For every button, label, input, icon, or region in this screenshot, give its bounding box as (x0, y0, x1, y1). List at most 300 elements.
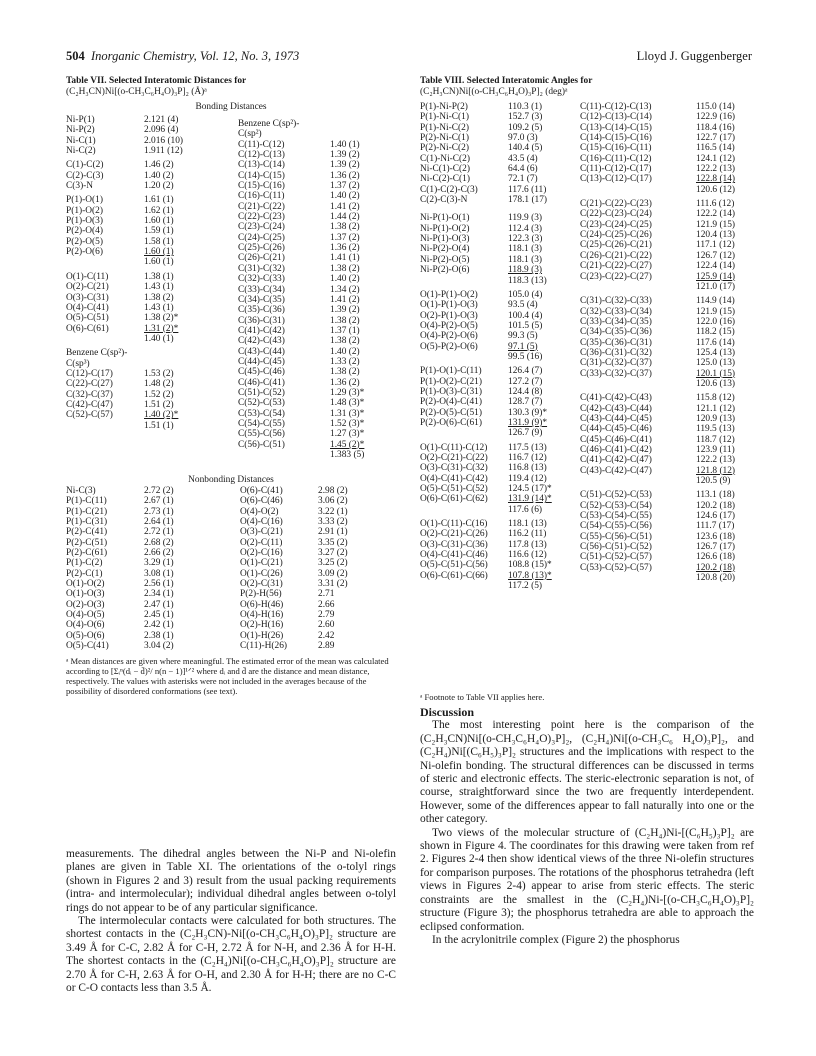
table-row (580, 393, 754, 403)
table-row (580, 327, 754, 337)
value: 122.9 (16) (696, 112, 736, 123)
atom-label: P(2)-C(41) (66, 527, 108, 538)
value: 116.2 (11) (508, 529, 547, 540)
atom-label: C(42)-C(47) (66, 399, 113, 410)
atom-label: O(4)-C(16) (240, 517, 283, 528)
value: 124.5 (17)* (508, 484, 552, 495)
table-row (66, 324, 236, 334)
table-row (66, 579, 396, 589)
table-row (238, 171, 396, 181)
atom-label: P(2)-Ni-C(2) (420, 143, 469, 154)
table-row (66, 631, 396, 641)
atom-label: C(13)-C(14) (238, 160, 285, 171)
value: 122.8 (14) (696, 174, 736, 185)
value: 120.6 (13) (696, 378, 736, 389)
value: 2.72 (1) (144, 527, 174, 538)
nonbonding-table (66, 486, 396, 652)
value: 2.72 (2) (144, 486, 174, 496)
table-row (420, 290, 580, 300)
table-row (420, 474, 580, 484)
table-row (66, 527, 396, 537)
nonbonding-heading: Nonbonding Distances (188, 475, 274, 485)
value: 3.04 (2) (144, 641, 174, 652)
atom-label: C(24)-C(25)-C(26) (580, 230, 652, 241)
table-row (420, 174, 580, 184)
atom-label: O(1)-P(1)-O(2) (420, 289, 478, 300)
table-row (66, 610, 396, 620)
value: 3.31 (2) (318, 579, 348, 590)
atom-label: O(3)-C(31)-C(36) (420, 539, 488, 550)
value: 128.7 (7) (508, 397, 543, 408)
table-row (580, 209, 754, 219)
author-name: Lloyd J. Guggenberger (636, 49, 752, 63)
atom-label: C(53)-C(54)-C(55) (580, 511, 652, 522)
atom-label: C(33)-C(34)-C(35) (580, 316, 652, 327)
atom-label: C(41)-C(42)-C(47) (580, 455, 652, 466)
value: 117.6 (14) (696, 337, 735, 348)
table-row (420, 342, 580, 352)
value: 1.38 (2)* (144, 313, 179, 324)
atom-label: C(51)-C(52)-C(53) (580, 490, 652, 501)
atom-label: P(2)-O(5)-C(51) (420, 407, 482, 418)
atom-label: O(4)-O(5) (66, 610, 105, 621)
value: 120.2 (18) (696, 562, 736, 573)
table-row (238, 367, 396, 377)
value: 122.4 (14) (696, 261, 736, 272)
value: 1.38 (2) (330, 336, 360, 347)
mean-row (420, 276, 580, 286)
atom-label: O(6)-C(61) (66, 323, 109, 334)
table-row (420, 387, 580, 397)
table-row (238, 191, 396, 201)
atom-label: P(1)-O(3) (66, 216, 103, 227)
mean-row (66, 421, 236, 431)
value: 2.38 (1) (144, 630, 174, 641)
table-row (66, 115, 236, 125)
table-row (238, 233, 396, 243)
atom-label: O(5)-O(6) (66, 630, 105, 641)
value: 111.6 (12) (696, 199, 735, 210)
atom-label: C(45)-C(46) (238, 367, 285, 378)
atom-label: C(sp³) (66, 358, 90, 369)
atom-label: O(2)-P(1)-O(3) (420, 310, 478, 321)
table-row (66, 359, 236, 369)
atom-label: C(1)-Ni-C(2) (420, 153, 470, 164)
table-row (238, 150, 396, 160)
atom-label: C(53)-C(52)-C(57) (580, 562, 652, 573)
atom-label: C(3)-N (66, 181, 94, 192)
table-row (66, 348, 236, 358)
table-row (580, 133, 754, 143)
table-row (238, 409, 396, 419)
atom-label: C(36)-C(31)-C(32) (580, 347, 652, 358)
atom-label: C(54)-C(55) (238, 418, 285, 429)
table-row (420, 154, 580, 164)
atom-label: C(2)-C(3) (66, 170, 104, 181)
value: 113.1 (18) (696, 490, 735, 501)
atom-label: O(1)-C(11)-C(12) (420, 442, 488, 453)
atom-label: O(6)-C(61)-C(66) (420, 570, 488, 581)
table-row (238, 253, 396, 263)
paragraph: The intermolecular contacts were calculated for both structures. The shortest contacts in the (C₂H₃CN)-Ni[(o-CH₃C₆H₄O)₃P]₂ structure are 3.49 Å for C-C, 2.82 Å for C-H, 2.72 Å for N-H, and 2.36 Å for H-H. The shortest contacts in the (C₂H₄)Ni[(o-CH₃C₆H₄O)₃P]₂ structure are 2.70 Å for C-H, 2.63 Å for O-H, and 2.30 Å for H-H; there are no C-C or C-O contacts less than 3.5 Å. (66, 915, 396, 995)
atom-label: C(24)-C(25) (238, 232, 285, 243)
table-row (66, 569, 396, 579)
atom-label: O(1)-H(26) (240, 630, 284, 641)
table-row (66, 589, 396, 599)
value: 1.911 (12) (144, 146, 183, 157)
atom-label: C(21)-C(22)-C(23) (580, 199, 652, 210)
atom-label: C(52)-C(53) (238, 398, 285, 409)
value: 126.6 (18) (696, 552, 736, 563)
value: 2.73 (1) (144, 506, 174, 517)
value: 1.39 (2) (330, 150, 360, 161)
value: 1.29 (3)* (330, 387, 365, 398)
atom-label: P(2)-O(4)-C(41) (420, 397, 482, 408)
table-row (238, 305, 396, 315)
value: 3.27 (2) (318, 548, 348, 559)
table-row (580, 445, 754, 455)
mean-row (420, 428, 580, 438)
value: 2.34 (1) (144, 589, 174, 600)
value: 1.36 (2) (330, 377, 360, 388)
atom-label: C(11)-H(26) (240, 641, 288, 652)
atom-label: C(31)-C(32)-C(37) (580, 358, 652, 369)
value: 119.4 (12) (508, 473, 547, 484)
table-viii-caption: Table VIII. Selected Interatomic Angles for (C₂H₃CN)Ni[(o-CH₃C₆H₄O)₃P]₂ (deg)ᵃ (420, 76, 593, 97)
atom-label: O(4)-C(41)-C(46) (420, 550, 488, 561)
atom-label: C(35)-C(36) (238, 305, 285, 316)
table-row (580, 348, 754, 358)
value: 2.67 (1) (144, 496, 174, 507)
table-row (238, 285, 396, 295)
mean-row (580, 282, 754, 292)
value: 118.4 (16) (696, 122, 735, 133)
value: 126.4 (7) (508, 366, 543, 377)
value: 124.1 (12) (696, 153, 736, 164)
table-row (66, 282, 236, 292)
atom-label: O(1)-C(26) (240, 568, 283, 579)
value: 117.2 (5) (508, 581, 543, 592)
atom-label: O(6)-C(61)-C(62) (420, 494, 488, 505)
value: 1.52 (2) (144, 389, 174, 400)
table-row (580, 251, 754, 261)
atom-label: O(1)-P(1)-O(3) (420, 300, 478, 311)
atom-label: P(1)-C(21) (66, 506, 108, 517)
value: 108.8 (15)* (508, 560, 552, 571)
atom-label: C(sp²) (238, 129, 262, 140)
value: 119.9 (3) (508, 213, 543, 224)
value: 2.79 (318, 610, 335, 621)
atom-label: O(5)-C(51) (66, 313, 109, 324)
value: 152.7 (3) (508, 112, 543, 123)
atom-label: O(4)-C(41)-C(42) (420, 473, 488, 484)
value: 3.09 (2) (318, 568, 348, 579)
value: 1.61 (1) (144, 195, 174, 206)
table-row (66, 146, 236, 156)
value: 123.6 (18) (696, 531, 736, 542)
atom-label: O(4)-O(6) (66, 620, 105, 631)
atom-label: Ni-P(1)-O(1) (420, 213, 470, 224)
table-row (580, 542, 754, 552)
atom-label: P(2)-O(6)-C(61) (420, 417, 482, 428)
table-row (66, 195, 236, 205)
table-row (66, 247, 236, 257)
value: 1.36 (2) (330, 170, 360, 181)
value: 1.39 (2) (330, 160, 360, 171)
atom-label: O(2)-C(21)-C(26) (420, 529, 488, 540)
table-row (420, 102, 580, 112)
atom-label: C(13)-C(14)-C(15) (580, 122, 652, 133)
atom-label: C(14)-C(15)-C(16) (580, 133, 652, 144)
atom-label: O(2)-C(11) (240, 537, 283, 548)
atom-label: C(52)-C(53)-C(54) (580, 500, 652, 511)
table-row (420, 453, 580, 463)
mean-row (580, 573, 754, 583)
value: 118.7 (12) (696, 434, 735, 445)
value: 1.37 (2) (330, 181, 360, 192)
table-row (420, 185, 580, 195)
atom-label: Ni-P(2)-O(4) (420, 244, 470, 255)
value: 1.38 (2) (330, 222, 360, 233)
mean-row (580, 476, 754, 486)
table-row (420, 494, 580, 504)
atom-label: C(52)-C(57) (66, 410, 113, 421)
atom-label: P(2)-C(51) (66, 537, 108, 548)
value: 115.0 (14) (696, 102, 735, 112)
atom-label: Ni-P(1)-O(2) (420, 223, 470, 234)
atom-label: O(3)-C(31) (66, 292, 109, 303)
atom-label: O(1)-O(2) (66, 579, 105, 590)
value: 3.29 (1) (144, 558, 174, 569)
value: 1.40 (1) (330, 139, 360, 150)
value: 130.3 (9)* (508, 407, 548, 418)
value: 1.60 (1) (144, 216, 174, 227)
value: 1.34 (2) (330, 284, 360, 295)
value: 118.1 (3) (508, 254, 543, 265)
value: 1.40 (1) (144, 333, 174, 344)
atom-label: C(42)-C(43) (238, 336, 285, 347)
value: 2.89 (318, 641, 335, 652)
value: 1.60 (1) (144, 247, 174, 258)
value: 127.2 (7) (508, 376, 543, 387)
value: 114.9 (14) (696, 296, 735, 307)
value: 178.1 (17) (508, 195, 548, 206)
atom-label: O(6)-C(46) (240, 496, 283, 507)
value: 118.9 (3) (508, 265, 543, 276)
journal-name: Inorganic Chemistry, Vol. 12, No. 3, 1973 (91, 49, 300, 63)
value: 1.38 (2) (330, 367, 360, 378)
value: 1.51 (1) (144, 420, 174, 431)
value: 117.8 (13) (508, 539, 547, 550)
atom-label: C(23)-C(24)-C(25) (580, 219, 652, 230)
table-row (238, 264, 396, 274)
value: 125.0 (13) (696, 358, 736, 369)
value: 1.37 (1) (330, 325, 360, 336)
value: 1.59 (1) (144, 226, 174, 237)
value: 1.45 (2)* (330, 439, 365, 450)
section-heading: Discussion (420, 705, 475, 719)
table-row (580, 490, 754, 500)
value: 118.1 (13) (508, 519, 547, 530)
atom-label: Ni-C(2) (66, 146, 96, 157)
table-row (580, 240, 754, 250)
table-viii-footnote: ᵃ Footnote to Table VII applies here. (420, 692, 545, 702)
table-row (238, 398, 396, 408)
mean-row (420, 581, 580, 591)
value: 120.1 (15) (696, 368, 736, 379)
table-row (580, 164, 754, 174)
atom-label: C(51)-C(52) (238, 387, 285, 398)
value: 124.4 (8) (508, 386, 543, 397)
atom-label: O(6)-H(46) (240, 599, 284, 610)
mean-row (420, 505, 580, 515)
table-row (66, 272, 236, 282)
value: 121.1 (12) (696, 403, 736, 414)
table-row (238, 140, 396, 150)
table-row (66, 136, 236, 146)
table-row (580, 272, 754, 282)
atom-label: C(41)-C(42)-C(43) (580, 393, 652, 404)
table-row (238, 316, 396, 326)
table-row (66, 538, 396, 548)
value: 1.38 (2) (144, 292, 174, 303)
value: 101.5 (5) (508, 320, 543, 331)
value: 1.40 (2) (330, 346, 360, 357)
table-row (580, 455, 754, 465)
table-row (580, 154, 754, 164)
table-row (420, 366, 580, 376)
paragraph: The most interesting point here is the comparison of the (C₂H₃CN)Ni[(o-CH₃C₆H₄O)₃P]₂, (C₂H₄)Ni[(o-CH₃C₆ H₄O)₃P]₂, and (C₂H₄)Ni[(C₆H₅)₃P]₂ structures and the implications with respect to the Ni-olefin bonding. The structural differences can be discussed in terms of steric and electronic effects. The steric-electronic separation is not, of course, straightforward since the two are frequently interdependent. However, some of the differences appear to fall naturally into one or the other category. (420, 719, 754, 826)
table-row (238, 119, 396, 129)
value: 1.52 (3)* (330, 418, 365, 429)
value: 3.08 (1) (144, 568, 174, 579)
value: 117.1 (12) (696, 240, 735, 251)
atom-label: C(11)-C(12) (238, 139, 285, 150)
table-row (420, 123, 580, 133)
atom-label: C(44)-C(45)-C(46) (580, 424, 652, 435)
value: 99.3 (5) (508, 331, 538, 342)
atom-label: Ni-P(2)-O(6) (420, 265, 470, 276)
mean-row (580, 185, 754, 195)
atom-label: C(2)-C(3)-N (420, 195, 468, 206)
table-row (238, 243, 396, 253)
mean-row (66, 334, 236, 344)
atom-label: C(54)-C(55)-C(56) (580, 521, 652, 532)
atom-label: O(2)-C(21)-C(22) (420, 453, 488, 463)
atom-label: C(33)-C(34) (238, 284, 285, 295)
value: 1.40 (2) (144, 170, 174, 181)
table-row (420, 519, 580, 529)
atom-label: Ni-C(2)-C(1) (420, 174, 470, 185)
table-row (66, 125, 236, 135)
table-row (420, 164, 580, 174)
atom-label: P(1)-C(2) (66, 558, 103, 569)
value: 97.0 (3) (508, 133, 538, 144)
value: 1.40 (2) (330, 274, 360, 285)
value: 2.66 (318, 599, 335, 610)
value: 120.6 (12) (696, 184, 736, 195)
value: 122.0 (16) (696, 316, 736, 327)
value: 2.91 (1) (318, 527, 348, 538)
value: 2.42 (318, 630, 335, 641)
table-row (420, 550, 580, 560)
table-row (420, 224, 580, 234)
atom-label: C(11)-C(12)-C(13) (580, 102, 652, 112)
value: 115.8 (12) (696, 393, 735, 404)
atom-label: C(22)-C(23)-C(24) (580, 209, 652, 220)
value: 121.0 (17) (696, 281, 736, 292)
table-row (420, 529, 580, 539)
table-row (420, 321, 580, 331)
atom-label: Benzene C(sp²)- (66, 348, 128, 359)
table-row (580, 296, 754, 306)
table-row (420, 311, 580, 321)
atom-label: C(12)-C(17) (66, 368, 113, 379)
atom-label: O(2)-C(31) (240, 579, 283, 590)
table-row (66, 507, 396, 517)
value: 1.27 (3)* (330, 429, 365, 440)
value: 116.7 (12) (508, 453, 547, 463)
atom-label: C(41)-C(42) (238, 325, 285, 336)
value: 1.383 (5) (330, 450, 365, 460)
atom-label: Ni-P(2) (66, 125, 95, 136)
value: 1.37 (2) (330, 232, 360, 243)
value: 1.53 (2) (144, 368, 174, 379)
atom-label: P(2)-C(61) (66, 548, 108, 559)
atom-label: C(34)-C(35) (238, 294, 285, 305)
table-row (420, 331, 580, 341)
value: 131.9 (14)* (508, 494, 552, 505)
value: 1.46 (2) (144, 160, 174, 171)
atom-label: O(6)-C(41) (240, 486, 283, 496)
atom-label: C(34)-C(35)-C(36) (580, 327, 652, 338)
body-text-left (66, 848, 396, 995)
value: 123.9 (11) (696, 445, 735, 455)
value: 2.66 (2) (144, 548, 174, 559)
atom-label: C(22)-C(27) (66, 379, 113, 390)
atom-label: C(56)-C(51) (238, 439, 285, 450)
mean-row (238, 450, 396, 460)
atom-label: C(35)-C(36)-C(31) (580, 337, 652, 348)
value: 2.45 (1) (144, 610, 174, 621)
table-row (580, 261, 754, 271)
table-row (580, 199, 754, 209)
table-row (66, 620, 396, 630)
atom-label: O(1)-C(21) (240, 558, 283, 569)
table-row (580, 174, 754, 184)
value: 112.4 (3) (508, 223, 543, 234)
value: 120.8 (20) (696, 573, 736, 584)
value: 116.8 (13) (508, 463, 547, 474)
value: 140.4 (5) (508, 143, 543, 154)
atom-label: C(33)-C(32)-C(37) (580, 368, 652, 379)
value: 3.35 (2) (318, 537, 348, 548)
table-row (420, 408, 580, 418)
value: 1.60 (1) (144, 257, 174, 268)
table-row (580, 435, 754, 445)
value: 99.5 (16) (508, 351, 543, 362)
table-row (66, 496, 396, 506)
value: 1.31 (2)* (144, 323, 179, 334)
table-row (580, 501, 754, 511)
table-row (580, 307, 754, 317)
table-row (420, 234, 580, 244)
atom-label: O(5)-C(51)-C(56) (420, 560, 488, 571)
atom-label: C(43)-C(44) (238, 346, 285, 357)
atom-label: P(1)-O(1) (66, 195, 103, 206)
table-row (66, 641, 396, 651)
atom-label: C(15)-C(16) (238, 181, 285, 192)
